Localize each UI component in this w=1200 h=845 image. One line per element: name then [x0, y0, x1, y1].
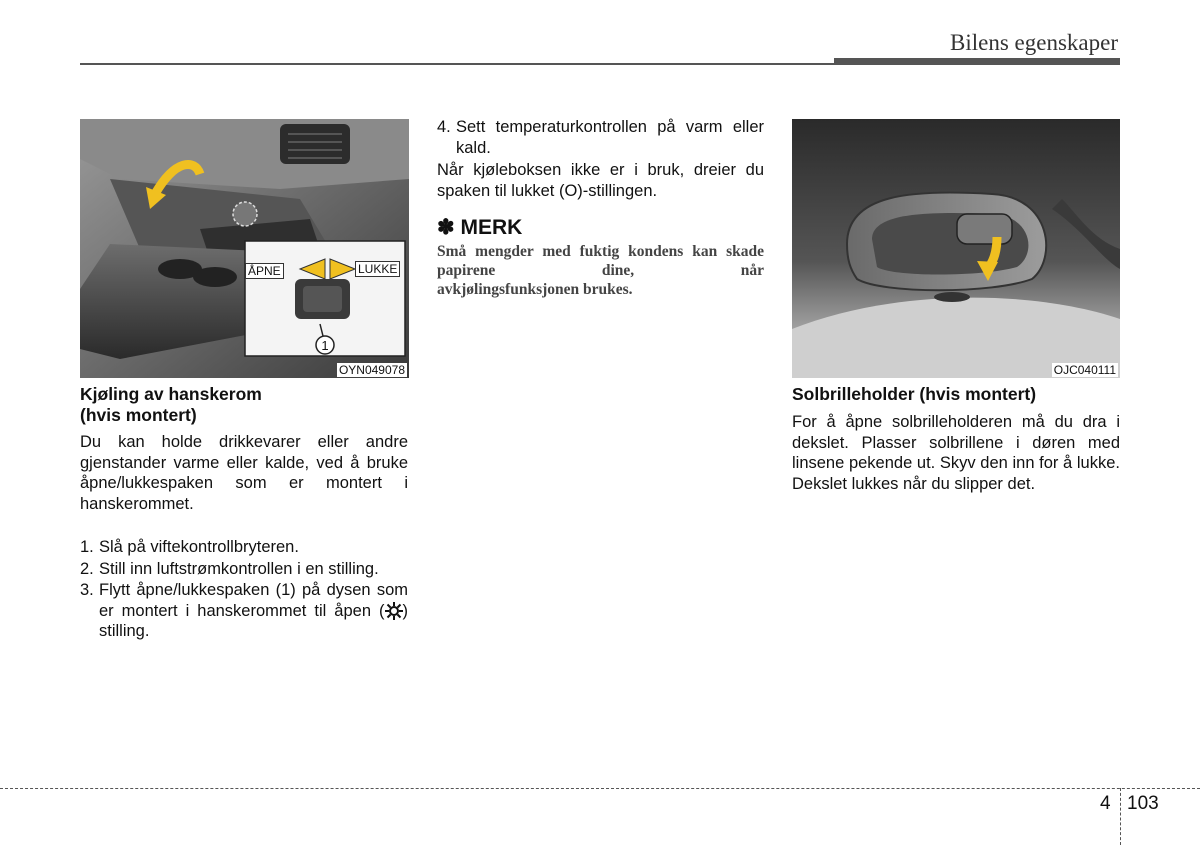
note-symbol-icon: ✽ — [437, 216, 455, 239]
header-rule-thick — [834, 58, 1120, 65]
list-item — [80, 580, 408, 642]
footer-divider — [1120, 788, 1121, 845]
section-heading: Solbrilleholder (hvis montert) — [792, 384, 1037, 404]
page-number: 103 — [1127, 793, 1159, 814]
glovebox-cooling-figure — [80, 119, 409, 378]
list-item — [80, 559, 408, 580]
item-text: Sett temperaturkontrollen på varm eller kald. — [456, 118, 764, 157]
heading-line-2: (hvis montert) — [80, 405, 197, 425]
item-text: Still inn luftstrømkontrollen i en stilling. — [99, 559, 379, 578]
middle-column — [437, 117, 764, 299]
sunglass-holder-figure — [792, 119, 1120, 378]
sunglass-paragraph: For å åpne solbrilleholderen må du dra i dekslet. Plasser solbrillene i døren med linsene pekende ut. Skyv den inn for å lukke. Dekslet lukkes når du slipper det. — [792, 413, 1120, 493]
list-item — [80, 537, 408, 558]
item-text: Slå på viftekontrollbryteren. — [99, 538, 299, 556]
label-open: ÅPNE — [245, 263, 284, 279]
note-main: Små mengder med fuktig kondens kan skade papirene dine, når — [437, 243, 764, 279]
heading-line-1: Kjøling av hanskerom — [80, 384, 262, 404]
callout-number: 1 — [321, 338, 329, 353]
note-text — [437, 242, 764, 299]
item-number: 4. — [437, 118, 451, 136]
fan-open-icon — [385, 602, 403, 620]
list-item — [437, 117, 764, 158]
chapter-number: 4 — [1100, 793, 1111, 814]
header-rule — [80, 63, 840, 65]
running-header: Bilens egenskaper — [950, 30, 1118, 55]
note-title — [437, 215, 764, 240]
section-heading — [80, 384, 410, 426]
note-title-text: MERK — [460, 216, 523, 239]
item-number: 2. — [80, 559, 94, 578]
label-close: LUKKE — [355, 261, 400, 277]
figure-code: OJC040111 — [1053, 363, 1116, 377]
item-number: 1. — [80, 538, 94, 556]
note-last: avkjølingsfunksjonen brukes. — [437, 281, 633, 298]
item-text: Flytt åpne/lukkespaken (1) på dysen som er montert i hanskerommet til åpen ( — [99, 581, 408, 620]
off-paragraph: Når kjøleboksen ikke er i bruk, dreier du spaken til lukket (O)-stillingen. — [437, 161, 764, 200]
item-text-end: ) stilling. — [99, 601, 408, 640]
footer-rule — [0, 788, 1200, 789]
item-number: 3. — [80, 581, 94, 599]
steps-list — [80, 537, 408, 642]
intro-paragraph: Du kan holde drikkevarer eller andre gjenstander varme eller kalde, ved å bruke åpne/lukkespaken som er montert i hanskerommet. — [80, 433, 408, 513]
figure-code: OYN049078 — [338, 363, 405, 377]
